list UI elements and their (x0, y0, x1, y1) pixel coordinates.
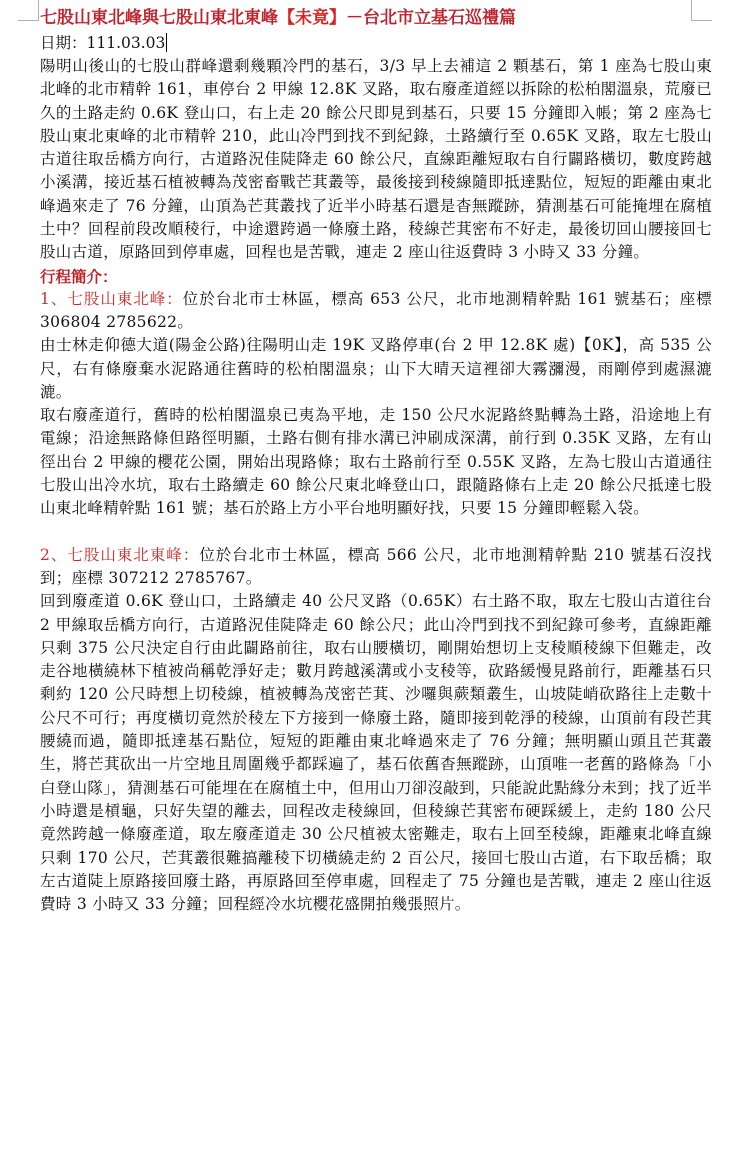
peak2-label: 2、七股山東北東峰： (40, 545, 200, 564)
title-status-tag: 【未竟】 (278, 8, 346, 28)
intro-paragraph: 陽明山後山的七股山群峰還剩幾顆冷門的基石，3/3 早上去補這 2 顆基石，第 1 座為七股山東北峰的北市精幹 161，車停台 2 甲線 12.8K 叉路，取右廢產道經以拆除的松柏閣溫泉，荒廢已久的土路走約 0.6K 登山口，右上走 20 餘公尺即見到基石，只要 15 分鐘即入帳；第 2 座為七股山東北東峰的北市精幹 210，此山冷門到找不到紀錄，土路續行至 0.65K 叉路，取左七股山古道往取岳橋方向行，古道路況佳陡降走 60 餘公尺，直線距離短取右自行闢路橫切，數度跨越小溪溝，接近基石植被轉為茂密畜戰芒萁叢等，最後接到稜線隨即抵達點位，短短的距離由東北峰過來走了 76 分鐘，山頂為芒萁叢找了近半小時基石還是杳無蹤跡，猜測基石可能掩埋在腐植土中？回程前段改順稜行，中途還跨過一條廢土路，稜線芒萁密布不好走，最後切回山腰接回七股山古道，原路回到停車處，回程也是苦戰，連走 2 座山往返費時 3 小時又 33 分鐘。 (40, 57, 712, 262)
peak2-paragraph-1: 回到廢產道 0.6K 登山口，土路續走 40 公尺叉路（0.65K）右土路不取，取左七股山古道往台 2 甲線取岳橋方向行，古道路況佳陡降走 60 餘公尺；此山冷門到找不到紀錄可參考，直線距離只剩 375 公尺決定自行由此闢路前往，取右山腰橫切，剛開始想切上支稜順稜線下但難走，改走谷地橫繞林下植被尚稱乾淨好走；數月跨越溪溝或小支稜等，砍路緩慢見路前行，距離基石只剩約 120 公尺時想上切稜線，植被轉為茂密芒萁、沙囉與蕨類叢生，山坡陡峭砍路往上走數十公尺不可行；再度橫切竟然於稜左下方接到一條廢土路，隨即接到乾淨的稜線，山頂前有段芒萁腰繞而過，隨即抵達基石點位，短短的距離由東北峰過來走了 76 分鐘；無明顯山頭且芒萁叢生，將芒萁砍出一片空地且周圍幾乎都踩遍了，基石依舊杳無蹤跡，山頂唯一老舊的路條為「小白登山隊」，猜測基石可能埋在在腐植土中，但用山刀卻沒敲到，只能說此點緣分未到；找了近半小時還是槓龜，只好失望的離去，回程改走稜線回，但稜線芒萁密布硬踩緩上，走約 180 公尺竟然跨越一條廢產道，取左廢產道走 30 公尺植被太密難走，取右上回至稜線，距離東北峰直線只剩 170 公尺，芒萁叢很難搞離稜下切橫繞走約 2 百公尺，接回七股山古道，右下取岳橋；取左古道陡上原路接回廢土路，再原路回至停車處，回程走了 75 分鐘也是苦戰，連走 2 座山往返費時 3 小時又 33 分鐘；回程經冷水坑櫻花盛開拍幾張照片。 (40, 592, 712, 914)
blank-line (40, 521, 712, 544)
peak2-summary (40, 544, 712, 591)
peak1-paragraph-1: 由士林走仰德大道(陽金公路)往陽明山走 19K 叉路停車(台 2 甲 12.8K 處)【0K】，高 535 公尺，右有條廢棄水泥路通往舊時的松柏閣溫泉；山下大晴天這裡卻大霧瀰漫，雨剛停到處濕漉漉。 (40, 336, 712, 401)
section-title: 行程簡介： (40, 266, 118, 286)
document-title (40, 6, 712, 30)
peak1-paragraph-2: 取右廢產道行，舊時的松柏閣溫泉已夷為平地，走 150 公尺水泥路終點轉為土路，沿途地上有電線；沿途無路條但路徑明顯，土路右側有排水溝已沖刷成深溝，前行到 0.35K 叉路，左有山徑出台 2 甲線的櫻花公園，開始出現路條；取右土路前行至 0.55K 叉路，左為七股山古道通往七股山出冷水坑，取右土路續走 60 餘公尺東北峰登山口，跟隨路條右上走 20 餘公尺抵達七股山東北峰精幹點 161 號；基石於路上方小平台地明顯好找，只要 15 分鐘即輕鬆入袋。 (40, 406, 712, 518)
document-body[interactable] (40, 6, 712, 916)
peak1-desc: 位於台北市士林區，標高 653 公尺，北市地測精幹點 161 號基石；座標 306804 2785622。 (40, 289, 713, 331)
peak1-label: 1、七股山東北峰： (40, 289, 183, 308)
peak2-desc: 位於台北市士林區，標高 566 公尺，北市地測精幹點 210 號基石沒找到；座標 307212 2785767。 (40, 545, 712, 587)
peak1-summary (40, 288, 712, 335)
date-line (40, 32, 712, 55)
text-cursor (166, 33, 167, 52)
date-text: 日期：111.03.03 (40, 34, 166, 52)
title-main: 七股山東北峰與七股山東北東峰 (40, 8, 278, 28)
title-suffix: －台北市立基石巡禮篇 (346, 8, 516, 28)
page-corner-mark-left (18, 0, 39, 21)
